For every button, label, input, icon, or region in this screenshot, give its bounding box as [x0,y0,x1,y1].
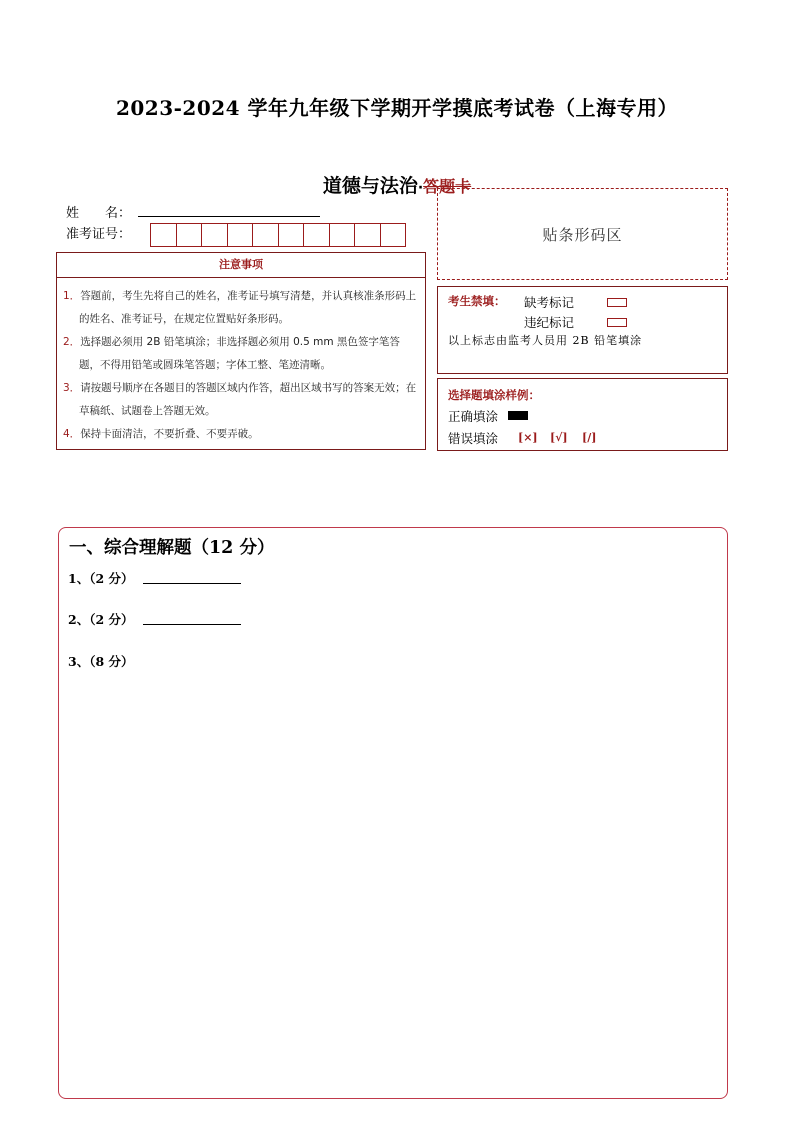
notice-heading: 注意事项 [57,253,425,278]
id-digit-box[interactable] [252,223,279,247]
notice-item-text: 请按题号顺序在各题目的答题区域内作答，超出区域书写的答案无效；在草稿纸、试题卷上答题无效。 [79,382,417,417]
exam-title: 2023-2024 学年九年级下学期开学摸底考试卷（上海专用） [115,96,679,120]
question-2-label: 2、（2 分） [68,612,134,627]
barcode-label: 贴条形码区 [542,225,623,244]
id-digit-box[interactable] [329,223,356,247]
id-digit-box[interactable] [354,223,381,247]
notice-list [57,278,425,446]
id-digit-box[interactable] [176,223,203,247]
wrong-fill-label: 错误填涂 [448,431,499,446]
notice-item-text: 答题前，考生先将自己的姓名，准考证号填写清楚，并认真核准条形码上的姓名、准考证号，在规定位置贴好条形码。 [79,290,417,325]
barcode-area [437,188,728,280]
notice-item-number: 1． [63,290,81,302]
absent-mark-box[interactable] [607,298,627,307]
name-label: 姓 名： [66,206,132,221]
correct-fill-label: 正确填涂 [448,409,499,424]
id-label: 准考证号： [66,227,132,242]
wrong-fill-mark-slash: [/] [582,431,597,444]
subject-name: 道德与法治 [322,175,418,197]
notice-item [63,285,419,331]
fill-sample-box [437,378,728,451]
correct-fill-mark [508,411,528,420]
id-digit-box[interactable] [380,223,407,247]
proctor-only-box [437,286,728,374]
proctor-only-label: 考生禁填： [448,294,506,308]
notice-box [56,252,426,450]
answer-card-label: 答题卡 [423,177,472,196]
notice-item-text: 保持卡面清洁，不要折叠、不要弄破。 [80,428,259,440]
wrong-fill-mark-check: [√] [550,431,568,444]
question-2-answer-line[interactable] [143,624,241,625]
violation-mark-label: 违纪标记 [524,315,575,330]
answer-area[interactable] [58,527,728,1099]
id-digit-box[interactable] [303,223,330,247]
section-title: 一、综合理解题（12 分） [69,538,275,558]
notice-item-text: 选择题必须用 2B 铅笔填涂；非选择题必须用 0.5 mm 黑色签字笔答题，不得用铅笔或圆珠笔答题；字体工整、笔迹清晰。 [79,336,400,371]
fill-sample-label: 选择题填涂样例： [448,388,540,402]
notice-item [63,331,419,377]
proctor-note: 以上标志由监考人员用 2B 铅笔填涂 [448,334,643,347]
name-field[interactable] [138,216,320,217]
question-3-label: 3、（8 分） [68,654,134,669]
id-digit-box[interactable] [278,223,305,247]
id-digit-box[interactable] [227,223,254,247]
id-number-boxes[interactable] [151,223,406,247]
notice-item-number: 2． [63,336,81,348]
notice-item [63,377,419,423]
wrong-fill-mark-cross: [×] [518,431,538,444]
id-digit-box[interactable] [201,223,228,247]
question-1-label: 1、（2 分） [68,571,134,586]
question-1-answer-line[interactable] [143,583,241,584]
notice-item-number: 4． [63,428,81,440]
subject-separator: · [417,180,424,196]
id-digit-box[interactable] [150,223,177,247]
notice-item-number: 3． [63,382,81,394]
absent-mark-label: 缺考标记 [524,295,575,310]
violation-mark-box[interactable] [607,318,627,327]
notice-item [63,423,419,446]
